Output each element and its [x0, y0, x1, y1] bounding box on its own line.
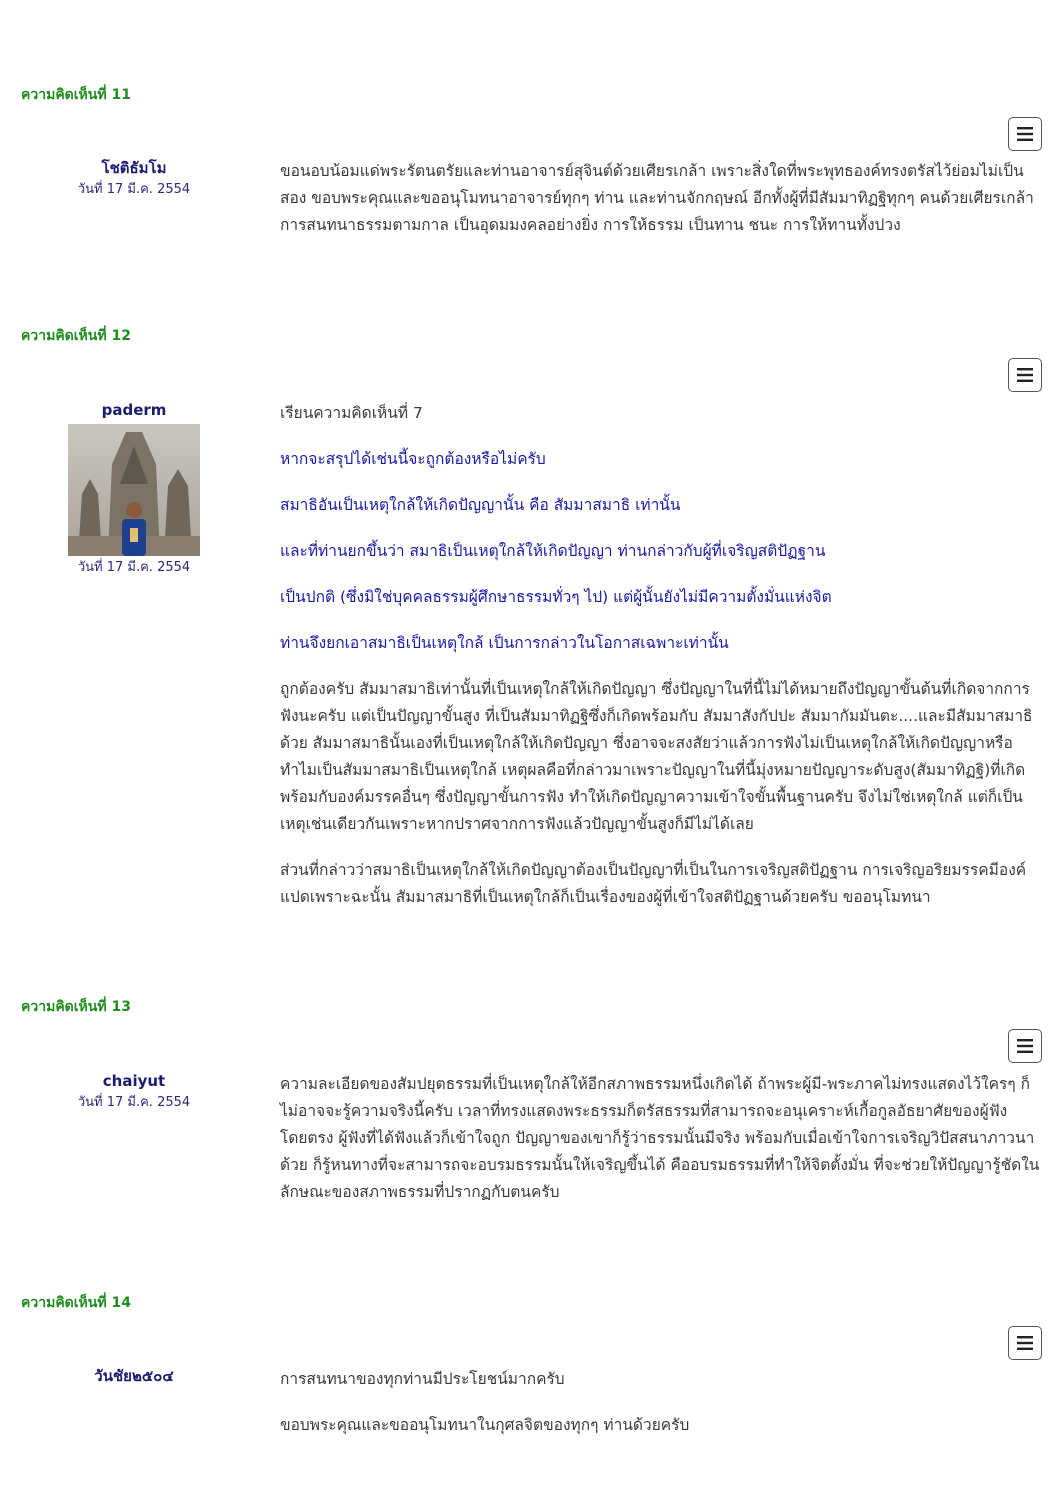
- comment-author-block: [60, 400, 208, 577]
- quoted-paragraph: สมาธิอันเป็นเหตุใกล้ให้เกิดปัญญานั้น คือ สัมมาสมาธิ เท่านั้น: [280, 496, 681, 514]
- hamburger-menu-icon: [1017, 368, 1033, 382]
- comment-menu-button[interactable]: [1008, 1326, 1042, 1360]
- author-name[interactable]: โชติธัมโม: [101, 159, 167, 177]
- comment-paragraph: ขอบพระคุณและขออนุโมทนาในกุศลจิตของทุกๆ ท่านด้วยครับ: [280, 1416, 690, 1434]
- comment-body: [280, 158, 1045, 258]
- comment-date: วันที่ 17 มี.ค. 2554: [77, 560, 191, 575]
- comment-body: [280, 1071, 1045, 1225]
- comment-paragraph: ความละเอียดของสัมปยุตธรรมที่เป็นเหตุใกล้ให้อีกสภาพธรรมหนึ่งเกิดได้ ถ้าพระผู้มี-พระภาคไม่ทรงแสดงไว้ใครๆ ก็ไม่อาจจะรู้ความจริงนี้ครับ เวลาที่ทรงแสดงพระธรรมก็ตรัสธรรมที่สามารถจะอนุเคราะห์เกื้อกูลอัธยาศัยของผู้ฟังโดยตรง ผู้ฟังที่ได้ฟังแล้วก็เข้าใจถูก ปัญญาของเขาก็รู้ว่าธรรมนั้นมีจริง พร้อมกับเมื่อเข้าใจการเจริญวิปัสสนาภาวนาด้วย ก็รู้หนทางที่จะสามารถจะอบรมธรรมนั้นให้เจริญขึ้นได้ คืออบรมธรรมที่ทำให้จิตตั้งมั่น ที่จะช่วยให้ปัญญารู้ชัดในลักษณะของสภาพธรรมที่ปรากฏกับตนครับ: [280, 1075, 1040, 1201]
- comment-paragraph: ขอนอบน้อมแด่พระรัตนตรัยและท่านอาจารย์สุจินต์ด้วยเศียรเกล้า เพราะสิ่งใดที่พระพุทธองค์ทรงตรัสไว้ย่อมไม่เป็นสอง ขอบพระคุณและขออนุโมทนาอาจารย์ทุกๆ ท่าน และท่านจักกฤษณ์ อีกทั้งผู้ที่มีสัมมาทิฏฐิทุกๆ คนด้วยเศียรเกล้า การสนทนาธรรมตามกาล เป็นอุดมมงคลอย่างยิ่ง การให้ธรรม เป็นทาน ชนะ การให้ทานทั้งปวง: [280, 162, 1034, 234]
- comment-paragraph: ถูกต้องครับ สัมมาสมาธิเท่านั้นที่เป็นเหตุใกล้ให้เกิดปัญญา ซึ่งปัญญาในที่นี้ไม่ได้หมายถึงปัญญาขั้นต้นที่เกิดจากการฟังนะครับ แต่เป็นปัญญาขั้นสูง ที่เป็นสัมมาทิฏฐิซึ่งก็เกิดพร้อมกับ สัมมาสังกัปปะ สัมมากัมมันตะ....และมีสัมมาสมาธิด้วย สัมมาสมาธินั้นเองที่เป็นเหตุใกล้ให้เกิดปัญญา ซึ่งอาจจะสงสัยว่าแล้วการฟังไม่เป็นเหตุใกล้ให้เกิดปัญญาหรือ ทำไมเป็นสัมมาสมาธิเป็นเหตุใกล้ เหตุผลคือที่กล่าวมาเพราะปัญญาในที่นี้มุ่งหมายปัญญาระดับสูง(สัมมาทิฏฐิ)ที่เกิดพร้อมกับองค์มรรคอื่นๆ ซึ่งปัญญาขั้นการฟัง ทำให้เกิดปัญญาความเข้าใจขั้นพื้นฐานครับ จึงไม่ใช่เหตุใกล้ แต่ก็เป็นเหตุเช่นเดียวกันเพราะหากปราศจากการฟังแล้วปัญญาขั้นสูงก็มีไม่ได้เลย: [280, 680, 1033, 833]
- comment-date: วันที่ 17 มี.ค. 2554: [77, 182, 191, 197]
- comment-paragraph: การสนทนาของทุกท่านมีประโยชน์มากครับ: [280, 1370, 565, 1388]
- comment-body: [280, 1366, 1045, 1458]
- author-name[interactable]: paderm: [101, 401, 167, 419]
- comment-paragraph: เรียนความคิดเห็นที่ 7: [280, 404, 423, 422]
- comment-author-block: [60, 1366, 208, 1386]
- comment-heading: ความคิดเห็นที่ 14: [21, 1295, 131, 1311]
- hamburger-menu-icon: [1017, 127, 1033, 141]
- comment-menu-button[interactable]: [1008, 358, 1042, 392]
- comment-heading: ความคิดเห็นที่ 12: [21, 328, 131, 344]
- comment-menu-button[interactable]: [1008, 117, 1042, 151]
- comment-author-block: [60, 158, 208, 199]
- comment-menu-button[interactable]: [1008, 1029, 1042, 1063]
- quoted-paragraph: และที่ท่านยกขึ้นว่า สมาธิเป็นเหตุใกล้ให้เกิดปัญญา ท่านกล่าวกับผู้ที่เจริญสติปัฏฐาน: [280, 542, 826, 560]
- quoted-paragraph: เป็นปกติ (ซึ่งมิใช่บุคคลธรรมผู้ศึกษาธรรมทั่วๆ ไป) แต่ผู้นั้นยังไม่มีความตั้งมั่นแห่งจิต: [280, 588, 832, 606]
- hamburger-menu-icon: [1017, 1039, 1033, 1053]
- comment-body: [280, 400, 1045, 930]
- author-name[interactable]: chaiyut: [102, 1072, 166, 1090]
- author-name[interactable]: วันชัย๒๕๐๔: [94, 1367, 174, 1385]
- quoted-paragraph: ท่านจึงยกเอาสมาธิเป็นเหตุใกล้ เป็นการกล่าวในโอกาสเฉพาะเท่านั้น: [280, 634, 729, 652]
- quoted-paragraph: หากจะสรุปได้เช่นนี้จะถูกต้องหรือไม่ครับ: [280, 450, 546, 468]
- comment-author-block: [60, 1071, 208, 1112]
- comment-heading: ความคิดเห็นที่ 13: [21, 999, 131, 1015]
- comment-date: วันที่ 17 มี.ค. 2554: [77, 1095, 191, 1110]
- hamburger-menu-icon: [1017, 1336, 1033, 1350]
- comment-paragraph: ส่วนที่กล่าวว่าสมาธิเป็นเหตุใกล้ให้เกิดปัญญาต้องเป็นปัญญาที่เป็นในการเจริญสติปัฏฐาน การเจริญอริยมรรคมีองค์แปดเพราะฉะนั้น สัมมาสมาธิที่เป็นเหตุใกล้ก็เป็นเรื่องของผู้ที่เข้าใจสติปัฏฐานด้วยครับ ขออนุโมทนา: [280, 861, 1027, 906]
- comment-heading: ความคิดเห็นที่ 11: [21, 87, 131, 103]
- avatar[interactable]: [68, 424, 200, 556]
